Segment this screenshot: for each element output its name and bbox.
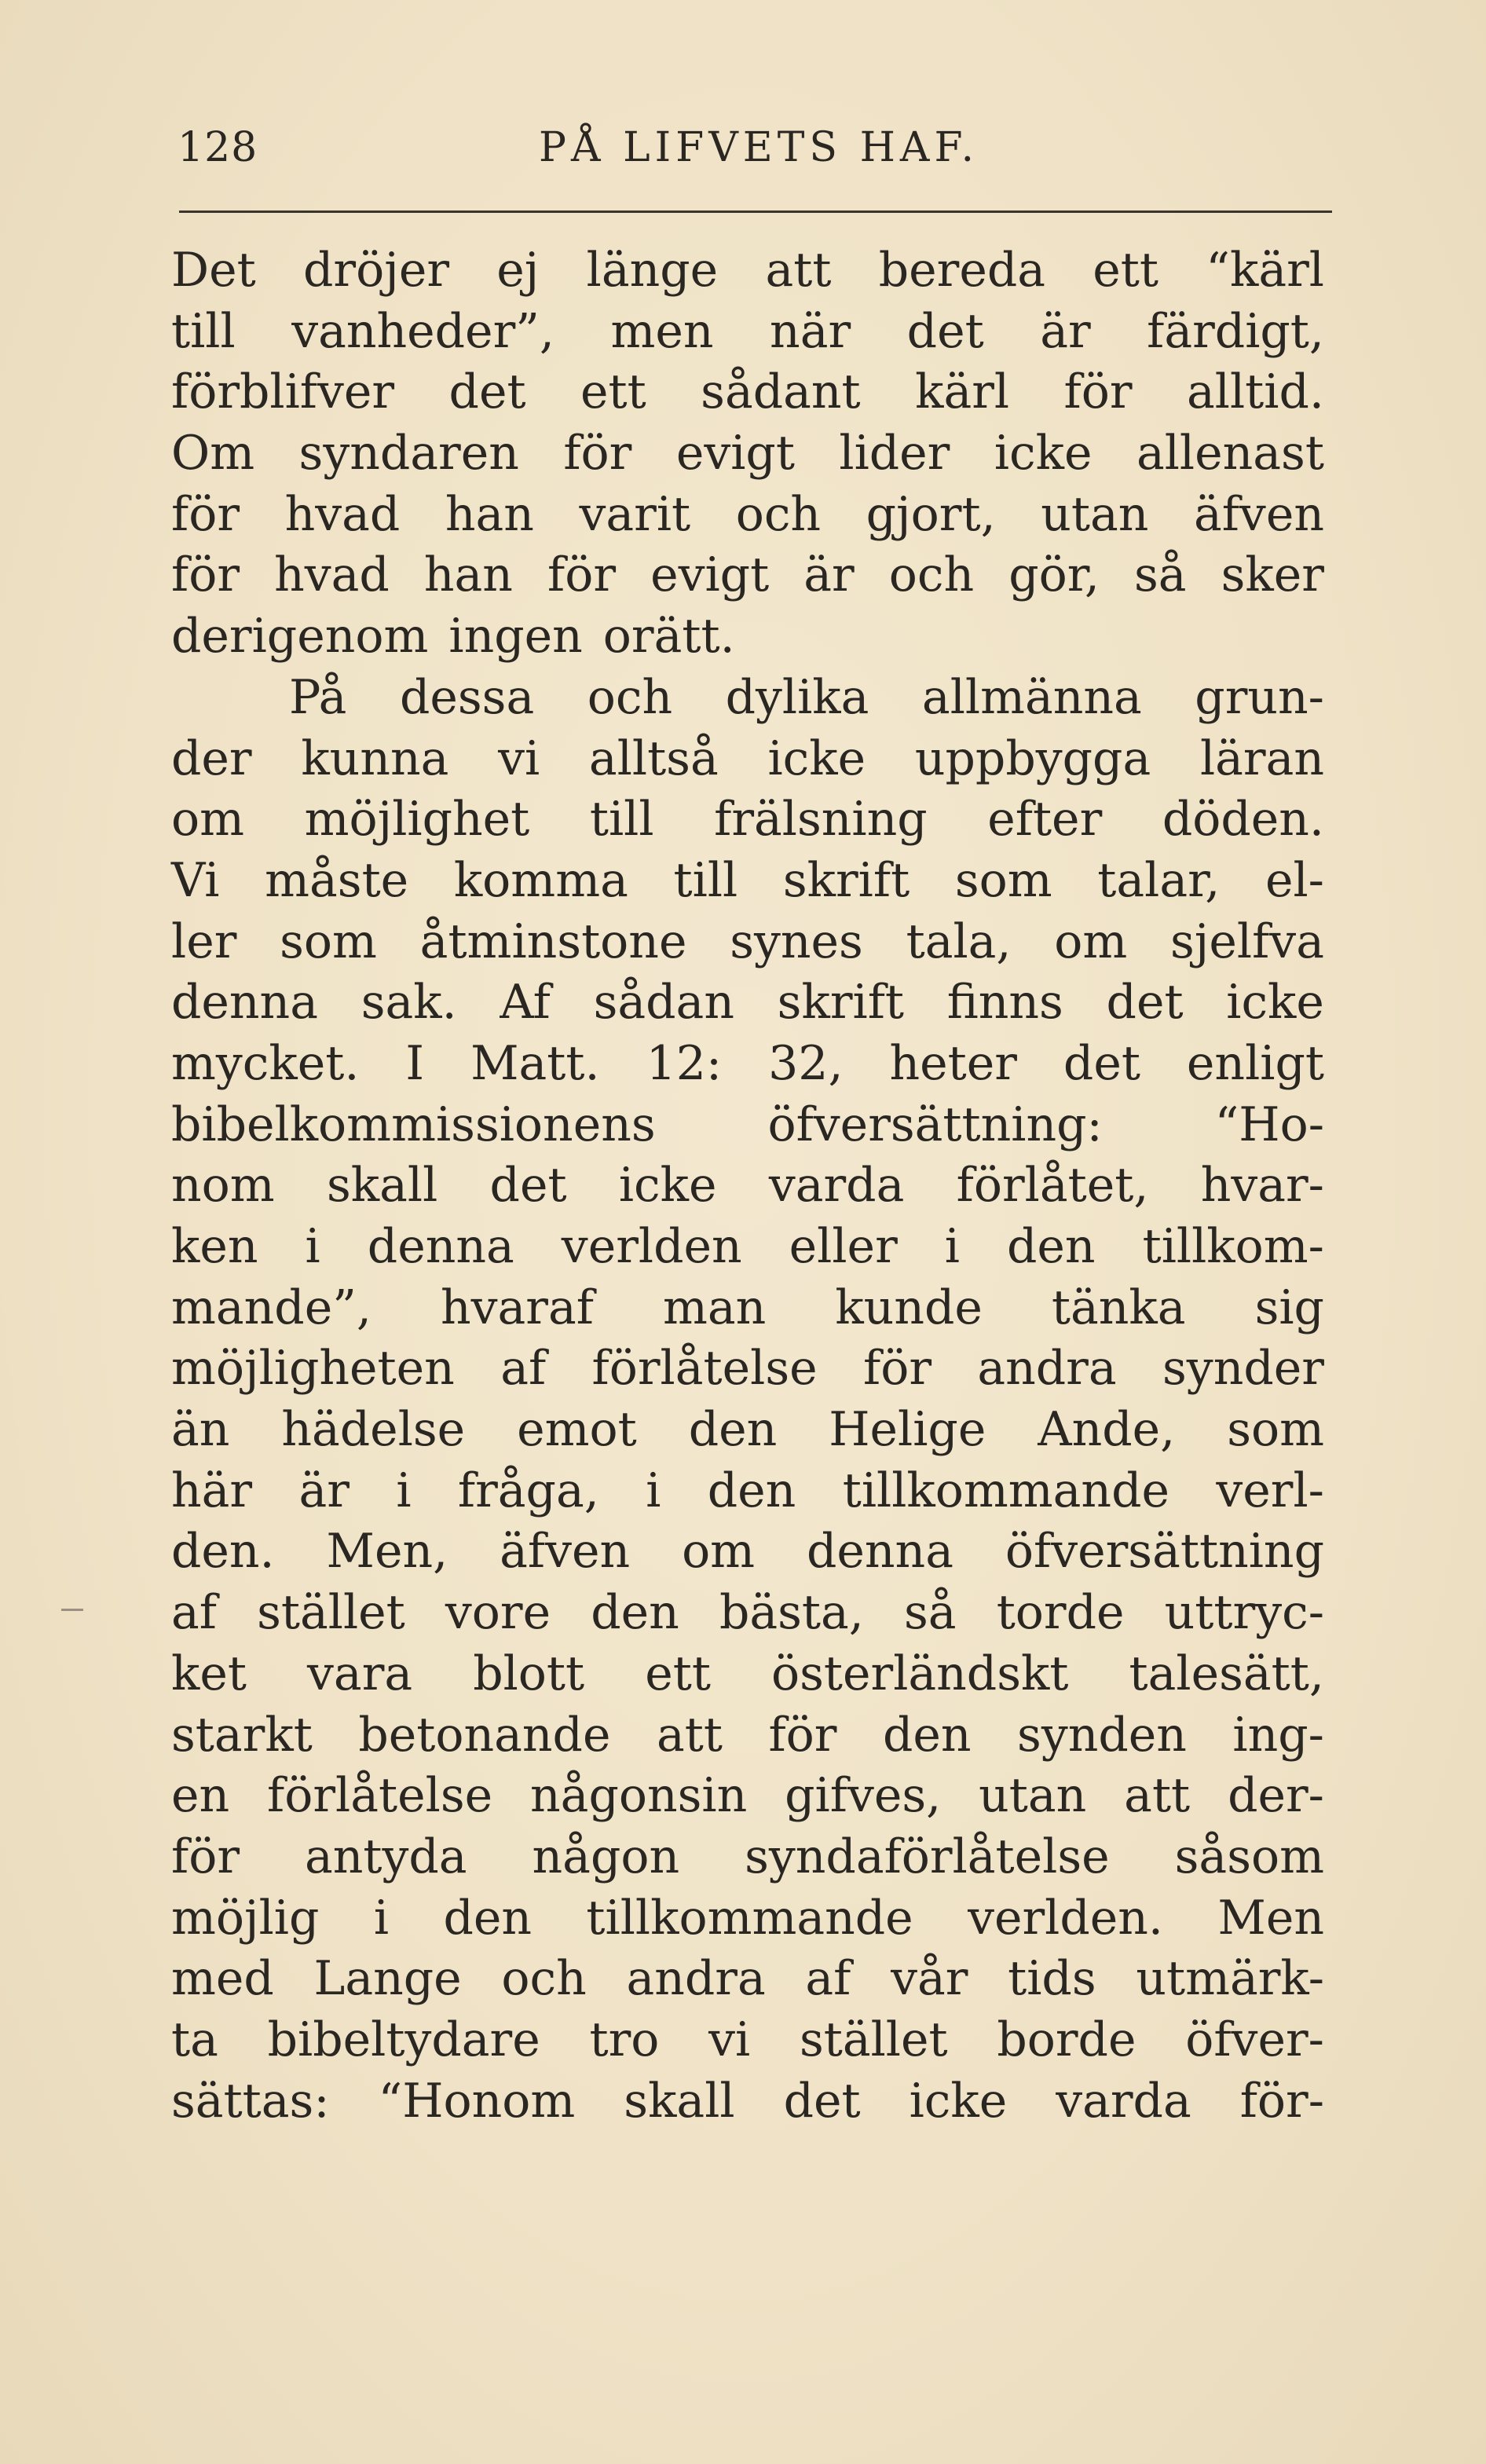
word: uttryc-	[1164, 1585, 1324, 1641]
word: dröjer	[303, 243, 450, 298]
word: i	[646, 1463, 661, 1518]
word: möjlighet	[304, 792, 530, 848]
word: mande”,	[171, 1280, 372, 1335]
word: torde	[996, 1585, 1125, 1641]
word: af	[805, 1951, 851, 2007]
word: synes	[730, 913, 863, 969]
text-line	[171, 1034, 1324, 1095]
word: tro	[589, 2012, 660, 2067]
text-line	[171, 2010, 1324, 2071]
word: om	[682, 1524, 756, 1580]
word: för-	[1239, 2073, 1324, 2129]
word: Om	[171, 426, 255, 481]
word: möjligheten	[171, 1341, 455, 1397]
word: för	[862, 1341, 931, 1397]
word: skall	[326, 1158, 438, 1214]
word: sig	[1254, 1280, 1324, 1335]
word: som	[1227, 1402, 1324, 1458]
text-line	[171, 912, 1324, 973]
word: “kärl	[1206, 243, 1324, 298]
word: sker	[1221, 547, 1324, 603]
word: gifves,	[785, 1768, 942, 1824]
word: af	[171, 1585, 217, 1641]
word: bereda	[878, 243, 1046, 298]
text-line	[171, 1095, 1324, 1156]
word: åtminstone	[419, 913, 687, 969]
page-number: 128	[178, 124, 258, 171]
word: den	[707, 1463, 796, 1518]
page-header	[178, 124, 1334, 174]
word: förlåtelse	[591, 1341, 818, 1397]
word: det	[448, 364, 526, 420]
word: för	[171, 1829, 240, 1884]
word: verl-	[1216, 1463, 1324, 1518]
word: allmänna	[921, 669, 1142, 725]
word: af	[500, 1341, 547, 1397]
text-line	[171, 729, 1324, 790]
margin-mark	[61, 1609, 83, 1611]
word: uppbygga	[914, 730, 1151, 786]
word: ett	[580, 364, 646, 420]
word: i	[373, 1890, 390, 1946]
word: mycket.	[171, 1035, 360, 1091]
word: såsom	[1174, 1829, 1324, 1884]
text-line	[171, 1338, 1324, 1400]
word: stället	[799, 2012, 948, 2067]
word: är	[803, 547, 855, 603]
word: Det	[171, 243, 256, 298]
word: om	[171, 792, 245, 848]
text-line	[171, 1155, 1324, 1217]
word: “Ho-	[1214, 1097, 1324, 1152]
word: vara	[307, 1646, 413, 1701]
word: tänka	[1051, 1280, 1186, 1335]
word: Vi	[171, 852, 220, 908]
word: skall	[624, 2073, 735, 2129]
word: öfver-	[1185, 2012, 1324, 2067]
word: ett	[1093, 243, 1159, 298]
word: 32,	[768, 1035, 844, 1091]
word: kunde	[835, 1280, 983, 1335]
word: talesätt,	[1129, 1646, 1324, 1701]
word: heter	[889, 1035, 1017, 1091]
word: eller	[789, 1219, 898, 1274]
word: sak.	[361, 975, 457, 1031]
word: utmärk-	[1136, 1951, 1324, 2007]
word: att	[1124, 1768, 1191, 1824]
text-line	[171, 1278, 1324, 1339]
word: någon	[532, 1829, 680, 1884]
word: till	[673, 852, 738, 908]
text-line	[171, 1644, 1324, 1705]
word: om	[1054, 913, 1128, 969]
word: man	[663, 1280, 767, 1335]
word: Lange	[313, 1951, 462, 2007]
word: måste	[265, 852, 409, 908]
text-line	[171, 2071, 1324, 2133]
word: och	[735, 486, 822, 542]
word: bibelkommissionens	[171, 1097, 656, 1152]
word: när	[770, 303, 851, 359]
word: hädelse	[281, 1402, 466, 1458]
word: till	[589, 792, 654, 848]
word: Af	[500, 975, 551, 1031]
word: ler	[171, 913, 237, 969]
word: denna	[171, 975, 318, 1031]
word: tillkommande	[586, 1890, 913, 1946]
word: till	[171, 303, 236, 359]
word: för	[563, 426, 632, 481]
word: derigenom	[171, 609, 429, 665]
word: som	[954, 852, 1052, 908]
word: evigt	[675, 426, 795, 481]
word: dessa	[399, 669, 535, 725]
word: och	[888, 547, 975, 603]
word: denna	[807, 1524, 953, 1580]
text-line	[171, 423, 1324, 485]
word: österländskt	[770, 1646, 1069, 1701]
text-line	[171, 545, 1324, 606]
text-line	[171, 302, 1324, 363]
word: På	[289, 669, 347, 725]
word: icke	[909, 2073, 1008, 2129]
word: öfversättning	[1005, 1524, 1324, 1580]
word: länge	[586, 243, 719, 298]
text-line	[171, 1521, 1324, 1583]
word: antyda	[304, 1829, 467, 1884]
word: hvad	[284, 486, 401, 542]
word: här	[171, 1463, 253, 1518]
word: sådan	[593, 975, 734, 1031]
text-line	[171, 1766, 1324, 1827]
word: allenast	[1136, 426, 1324, 481]
word: gjort,	[866, 486, 996, 542]
word: komma	[453, 852, 628, 908]
word: läran	[1199, 730, 1324, 786]
word: den	[1007, 1219, 1096, 1274]
word: för	[171, 547, 240, 603]
word: synder	[1162, 1341, 1324, 1397]
word: utan	[979, 1768, 1087, 1824]
text-line	[171, 1705, 1324, 1767]
word: hvad	[274, 547, 390, 603]
word: vanheder”,	[291, 303, 555, 359]
text-line	[171, 1827, 1324, 1888]
word: i	[305, 1219, 320, 1274]
word: färdigt,	[1147, 303, 1324, 359]
word: nom	[171, 1158, 275, 1214]
word: syndaförlåtelse	[745, 1829, 1110, 1884]
word: döden.	[1162, 792, 1324, 848]
word: skrift	[777, 975, 905, 1031]
word: är	[1040, 303, 1091, 359]
word: är	[298, 1463, 350, 1518]
word: vi	[498, 730, 540, 786]
word: den	[591, 1585, 679, 1641]
text-line	[171, 1583, 1324, 1644]
word: en	[171, 1768, 230, 1824]
word: äfven	[500, 1524, 631, 1580]
word: ken	[171, 1219, 258, 1274]
word: ta	[171, 2012, 218, 2067]
text-line	[171, 362, 1324, 423]
word: vår	[891, 1951, 968, 2007]
word: blott	[473, 1646, 585, 1701]
word: icke	[767, 730, 866, 786]
word: äfven	[1193, 486, 1324, 542]
word: förlåtet,	[956, 1158, 1149, 1214]
word: han	[445, 486, 534, 542]
word: alltid.	[1187, 364, 1324, 420]
word: möjlig	[171, 1890, 320, 1946]
word: kunna	[301, 730, 449, 786]
word: sjelfva	[1170, 913, 1324, 969]
word: icke	[1226, 975, 1324, 1031]
word: Matt.	[470, 1035, 600, 1091]
word: i	[396, 1463, 412, 1518]
word: förblifver	[171, 364, 395, 420]
word: verlden	[561, 1219, 742, 1274]
word: för	[1063, 364, 1133, 420]
word: vore	[445, 1585, 551, 1641]
word: denna	[367, 1219, 514, 1274]
word: tillkom-	[1142, 1219, 1324, 1274]
body-text	[171, 240, 1324, 2132]
text-line	[171, 1461, 1324, 1522]
word: 12:	[646, 1035, 723, 1091]
word: efter	[987, 792, 1103, 848]
word: varda	[1056, 2073, 1191, 2129]
word: öfversättning:	[767, 1097, 1103, 1152]
word: orätt.	[602, 609, 735, 665]
word: än	[171, 1402, 230, 1458]
word: der	[171, 730, 252, 786]
word: bästa,	[719, 1585, 864, 1641]
word: lider	[839, 426, 950, 481]
word: han	[423, 547, 513, 603]
word: bibeltydare	[267, 2012, 540, 2067]
word: den	[882, 1707, 972, 1763]
running-title: PÅ LIFVETS HAF.	[539, 124, 979, 171]
word: enligt	[1186, 1035, 1324, 1091]
word: starkt	[171, 1707, 313, 1763]
text-line	[171, 240, 1324, 302]
word: Ande,	[1038, 1402, 1176, 1458]
word: kärl	[915, 364, 1010, 420]
word: den	[443, 1890, 532, 1946]
text-line	[171, 972, 1324, 1034]
word: el-	[1265, 852, 1324, 908]
word: det	[1106, 975, 1184, 1031]
word: men	[610, 303, 714, 359]
word: emot	[517, 1402, 637, 1458]
word: tillkommande	[842, 1463, 1169, 1518]
word: ej	[496, 243, 540, 298]
word: icke	[618, 1158, 717, 1214]
word: att	[656, 1707, 723, 1763]
word: andra	[626, 1951, 766, 2007]
word: gör,	[1008, 547, 1100, 603]
word: det	[783, 2073, 861, 2129]
word: fråga,	[457, 1463, 599, 1518]
word: tids	[1008, 1951, 1096, 2007]
text-line	[171, 1949, 1324, 2010]
text-line	[171, 1888, 1324, 1950]
word: den	[688, 1402, 778, 1458]
word: det	[489, 1158, 567, 1214]
word: I	[405, 1035, 425, 1091]
word: förlåtelse	[267, 1768, 493, 1824]
word: hvaraf	[441, 1280, 594, 1335]
word: tala,	[906, 913, 1012, 969]
word: finns	[946, 975, 1063, 1031]
word: borde	[997, 2012, 1136, 2067]
word: ing-	[1232, 1707, 1324, 1763]
word: evigt	[650, 547, 770, 603]
word: verlden.	[968, 1890, 1163, 1946]
word: talar,	[1097, 852, 1221, 908]
text-line	[171, 789, 1324, 851]
word: andra	[977, 1341, 1117, 1397]
word: någonsin	[530, 1768, 748, 1824]
word: ket	[171, 1646, 247, 1701]
word: hvar-	[1200, 1158, 1324, 1214]
word: varit	[579, 486, 691, 542]
word: sådant	[701, 364, 861, 420]
word: och	[501, 1951, 587, 2007]
word: det	[1063, 1035, 1140, 1091]
text-line	[171, 851, 1324, 912]
text-line	[171, 606, 1324, 668]
word: “Honom	[378, 2073, 576, 2129]
word: syndaren	[298, 426, 519, 481]
word: som	[280, 913, 377, 969]
word: så	[904, 1585, 957, 1641]
word: Men,	[326, 1524, 448, 1580]
word: grun-	[1195, 669, 1324, 725]
word: sättas:	[171, 2073, 330, 2129]
word: för	[768, 1707, 837, 1763]
word: frälsning	[714, 792, 928, 848]
word: varda	[768, 1158, 905, 1214]
word: det	[906, 303, 984, 359]
word: stället	[257, 1585, 405, 1641]
word: Helige	[829, 1402, 986, 1458]
word: att	[765, 243, 832, 298]
text-line	[171, 485, 1324, 546]
word: så	[1133, 547, 1187, 603]
word: betonande	[358, 1707, 611, 1763]
word: ett	[645, 1646, 711, 1701]
header-rule	[179, 211, 1332, 213]
word: med	[171, 1951, 274, 2007]
word: i	[944, 1219, 960, 1274]
word: dylika	[725, 669, 869, 725]
word: icke	[994, 426, 1093, 481]
word: för	[171, 486, 240, 542]
word: den.	[171, 1524, 275, 1580]
text-line	[171, 668, 1324, 729]
word: alltså	[588, 730, 719, 786]
word: och	[587, 669, 673, 725]
word: vi	[708, 2012, 751, 2067]
text-line	[171, 1400, 1324, 1461]
word: Men	[1217, 1890, 1324, 1946]
word: skrift	[782, 852, 910, 908]
word: utan	[1041, 486, 1149, 542]
word: der-	[1228, 1768, 1324, 1824]
word: ingen	[448, 609, 583, 665]
word: synden	[1017, 1707, 1187, 1763]
text-line	[171, 1217, 1324, 1278]
word: för	[547, 547, 616, 603]
